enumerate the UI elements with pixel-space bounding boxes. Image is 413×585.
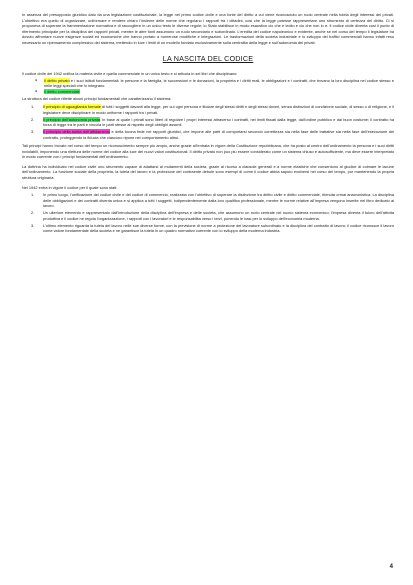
paragraph-6: Nel 1942 entra in vigore il codice per il quale sono stati: <box>22 184 118 190</box>
intro-paragraph: In assenza del presupposto giuridico dato da una legislazione costituzionale, la legge nel primo codice civile e una fonte del diritto a cui viene riconosciuto un ruolo centrale nella tutela degli interessi dei privati. L'obiettivo era quello di organizzare, uniformare e rendere chiaro l'insieme delle norme che regolano i rapporti tra i cittadini, cosi che la legge potesse rappresentare uno strumento di certezza del diritto. Ci si proponeva di superare la frammentazione normativa e di raccogliere in un unico testo le diverse regole; lo Stato stabilisce in modo esaustivo cio che e lecito e cio che non lo e. Il codice civile diventa cosi il punto di riferimento principale per la disciplina dei rapporti privati, mentre le altre fonti assumono un ruolo secondario e subordinato. L'eredita del codice napoleonico e evidente, anche se nel corso del tempo il legislatore ha dovuto affrontare nuove esigenze sociali ed economiche che hanno portato a numerose modifiche e integrazioni. Le trasformazioni della societa industriale e lo sviluppo dei traffici commerciali hanno infatti reso necessario un ripensamento complessivo del sistema, mettendo in luce i limiti di un modello fondato esclusivamente sulla centralita della legge e sull'autonomia dei privati. <box>22 12 394 45</box>
section-heading: LA NASCITA DEL CODICE <box>162 54 254 64</box>
paragraph-3: La struttura del codice riflette alcuni principi fondamentali che caratterizzano il sistema: <box>22 96 172 102</box>
paragraph-2: Il codice civile del 1942 unifica la materia civile e quella commerciale in un unico testo e si articola in sei libri che disciplinano: <box>22 71 238 77</box>
highlight-yellow: Il principio di uguaglianza formale <box>43 104 101 110</box>
paragraph-4: Tali principi hanno trovato nel corso del tempo un riconoscimento sempre piu ampio, anche grazie all'entrata in vigore della Costituzione repubblicana, che ha posto al centro dell'ordinamento la persona e i suoi diritti inviolabili, imponendo una rilettura delle norme del codice alla luce dei nuovi valori costituzionali. Il diritto privato non puo piu essere considerato come un sistema chiuso e autosufficiente, ma deve essere interpretato in modo coerente con i principi fondamentali dell'ordinamento. <box>22 143 394 160</box>
highlight-green: Il diritto commerciale <box>44 88 80 94</box>
page-number: 4 <box>389 564 393 570</box>
list-item <box>44 89 394 95</box>
numbered-list <box>22 104 394 140</box>
bullet-list <box>22 78 394 95</box>
list-item: ● Il diritto privato e i suoi istituti fondamentali: le persone e la famiglia, le successioni e le donazioni, la proprieta e i diritti reali, le obbligazioni e i contratti, che trovano la loro disciplina nel codice stesso e nelle leggi speciali che lo integrano. <box>44 78 394 89</box>
list-item: 3. Il principio della tutela dell'affidamento e della buona fede nei rapporti giuridici, che impone alle parti di comportarsi secondo correttezza sia nella fase delle trattative sia nella fase dell'esecuzione del contratto, proteggendo la fiducia che ciascuno ripone nel comportamento altrui. <box>31 129 394 140</box>
list-item: 2. Il principio dell'autonomia privata, in base al quale i privati sono liberi di regolare i propri interessi attraverso i contratti, nei limiti fissati dalla legge, dall'ordine pubblico e dal buon costume; il contratto ha forza di legge tra le parti e vincola le parti stesse al rispetto degli obblighi assunti. <box>31 116 394 128</box>
paragraph-5: La dottrina ha individuato nel codice civile uno strumento capace di adattarsi ai mutamenti della societa, grazie al ricorso a clausole generali e a norme elastiche che consentono al giudice di colmare le lacune dell'ordinamento. La funzione sociale della proprieta, la tutela del lavoro e la protezione del contraente debole sono esempi di come il codice abbia saputo evolversi nel corso del tempo, pur mantenendo la propria struttura originaria. <box>22 163 394 181</box>
highlight-green: Il principio dell'autonomia privata <box>43 116 100 122</box>
list-item: 3. L'ultimo elemento riguarda la tutela del lavoro nelle sue diverse forme, con la previsione di norme a protezione del lavoratore subordinato e la disciplina del contratto di lavoro; il codice riconosce il lavoro come valore fondamentale della societa e ne garantisce la tutela in un quadro normativo coerente con lo sviluppo della moderna industria. <box>31 222 394 234</box>
list-item: 1. In primo luogo, l'unificazione del codice civile e del codice di commercio, realizzata con l'obiettivo di superare la distinzione tra diritto civile e diritto commerciale, ritenuta ormai anacronistica. La disciplina delle obbligazioni e dei contratti diventa unica e si applica a tutti i soggetti, indipendentemente dalla loro qualifica professionale, mentre le norme relative all'impresa vengono inserite nel libro dedicato al lavoro. <box>31 192 394 209</box>
list-item: 1. Il principio di uguaglianza formale di tutti i soggetti davanti alla legge, per cui ogni persona e titolare degli stessi diritti e degli stessi doveri, senza distinzioni di condizione sociale, di sesso o di religione, e il legislatore deve disciplinare in modo uniforme i rapporti tra i privati. <box>31 104 394 115</box>
highlight-yellow: Il diritto privato <box>44 77 70 83</box>
list-item: 2. Un ulteriore elemento e rappresentato dall'introduzione della disciplina dell'impresa e delle societa, che assumono un ruolo centrale nel nuovo sistema economico; l'impresa diventa il fulcro dell'attivita produttiva e il codice ne regola l'organizzazione, i rapporti con i lavoratori e le responsabilita verso i terzi, ponendo le basi per lo sviluppo dell'economia moderna. <box>31 210 394 221</box>
document-page <box>22 12 394 237</box>
numbered-list-2 <box>22 192 394 234</box>
highlight-pink: Il principio della tutela dell'affidamento <box>43 129 111 135</box>
